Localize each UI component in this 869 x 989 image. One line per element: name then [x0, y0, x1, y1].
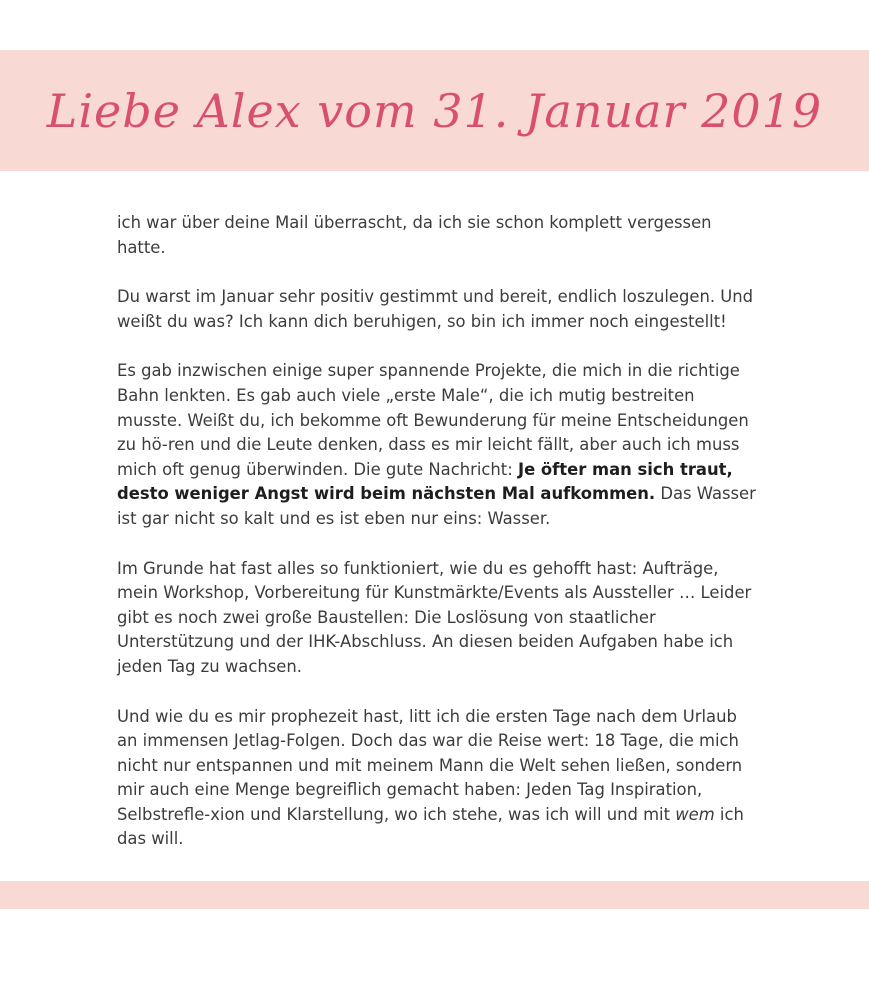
- paragraph-3: [117, 359, 757, 531]
- footer-band: [0, 881, 869, 909]
- letter-body: [117, 211, 757, 902]
- paragraph-5-emphasis: wem: [675, 804, 715, 824]
- paragraph-3-text-end: Das Wasser ist gar nicht so kalt und es ist eben nur eins: Wasser.: [117, 484, 756, 528]
- paragraph-5: [117, 705, 757, 853]
- paragraph-5-text-start: Und wie du es mir prophezeit hast, litt ich die ersten Tage nach dem Urlaub an immensen Jetlag-Folgen. Doch das war die Reise wert: 18 Tage, die mich nicht nur entspannen und mit meinem Mann die Welt sehen ließen, sondern mir auch eine Menge begreiflich gemacht haben: Jeden Tag Inspiration, Selbstrefle-xion und Klarstellung, wo ich stehe, was ich will und mit: [117, 706, 743, 824]
- header-band: [0, 50, 869, 171]
- paragraph-3-highlight: Je öfter man sich traut, desto weniger Angst wird beim nächsten Mal aufkommen.: [117, 459, 733, 504]
- letter-title: Liebe Alex vom 31. Januar 2019: [46, 83, 823, 138]
- paragraph-4: Im Grunde hat fast alles so funktioniert, wie du es gehofft hast: Aufträge, mein Workshop, Vorbereitung für Kunstmärkte/Events als Aussteller … Leider gibt es noch zwei große Baustellen: Die Loslösung von staatlicher Unterstützung und der IHK-Abschluss. An diesen beiden Aufgaben habe ich jeden Tag zu wachsen.: [117, 558, 752, 676]
- paragraph-1: ich war über deine Mail überrascht, da ich sie schon komplett vergessen hatte.: [117, 213, 712, 257]
- paragraph-3-text-start: Es gab inzwischen einige super spannende Projekte, die mich in die richtige Bahn lenkten. Es gab auch viele „erste Male“, die ich mutig bestreiten musste. Weißt du, ich bekomme oft Bewunderung für meine Entscheidungen zu hö-ren und die Leute denken, dass es mir leicht fällt, aber auch ich muss mich oft genug überwinden. Die gute Nachricht:: [117, 361, 749, 479]
- paragraph-5-text-end: ich das will.: [117, 804, 744, 849]
- paragraph-2: Du warst im Januar sehr positiv gestimmt und bereit, endlich loszulegen. Und weißt du was? Ich kann dich beruhigen, so bin ich immer noch eingestellt!: [117, 287, 754, 331]
